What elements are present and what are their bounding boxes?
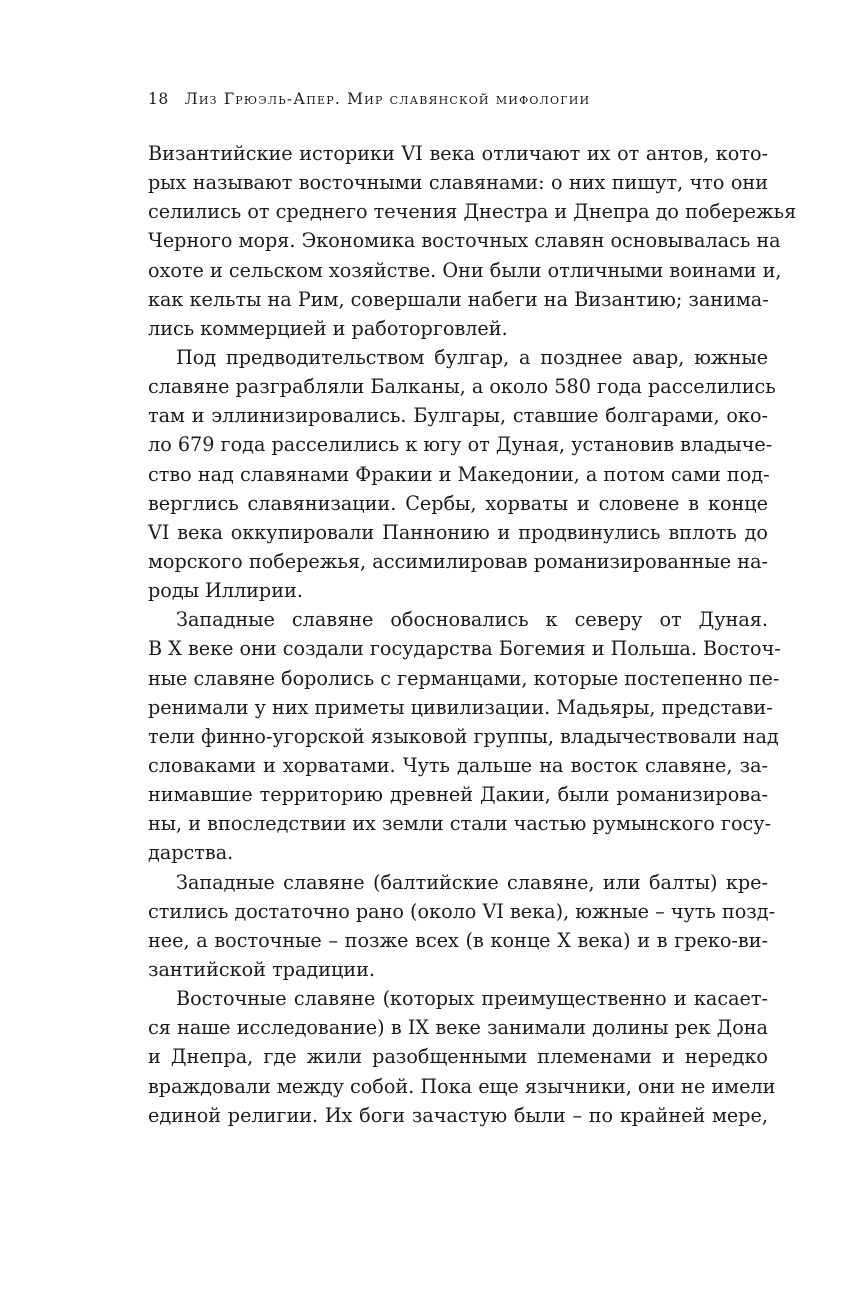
paragraph: [148, 984, 776, 1130]
text-line: единой религии. Их боги зачастую были – по крайней мере,: [148, 1103, 768, 1127]
text-line: верглись славянизации. Сербы, хорваты и словене в конце: [148, 491, 768, 515]
paragraph: [148, 605, 781, 867]
paragraph: [148, 343, 776, 605]
text-line: Под предводительством булгар, а позднее авар, южные: [176, 345, 768, 369]
paragraph: [148, 139, 797, 343]
text-line: ны, и впоследствии их земли стали частью румынского госу-: [148, 812, 772, 836]
text-line: селились от среднего течения Днестра и Днепра до побережья: [148, 200, 797, 224]
text-line: В X веке они создали государства Богемия и Польша. Восточ-: [148, 637, 781, 661]
text-line: тели финно-угорской языковой группы, владычествовали над: [148, 724, 779, 748]
text-line: Западные славяне (балтийские славяне, или балты) кре-: [176, 870, 768, 894]
text-line: рых называют восточными славянами: о них пишут, что они: [148, 171, 768, 195]
text-line: зантийской традиции.: [148, 957, 376, 981]
text-line: Западные славяне обосновались к северу от Дуная.: [176, 608, 768, 632]
text-line: как кельты на Рим, совершали набеги на Византию; занима-: [148, 287, 769, 311]
text-line: нее, а восточные – позже всех (в конце X века) и в греко-ви-: [148, 928, 768, 952]
text-line: дарства.: [148, 841, 234, 865]
text-line: ные славяне боролись с германцами, которые постепенно пе-: [148, 666, 780, 690]
text-line: морского побережья, ассимилировав романизированные на-: [148, 549, 768, 573]
text-line: там и эллинизировались. Булгары, ставшие болгарами, око-: [148, 404, 768, 428]
text-line: стились достаточно рано (около VI века), южные – чуть позд-: [148, 899, 776, 923]
text-line: словаками и хорватами. Чуть дальше на восток славяне, за-: [148, 753, 768, 777]
text-line: ство над славянами Фракии и Македонии, а потом сами под-: [148, 462, 770, 486]
text-line: охоте и сельском хозяйстве. Они были отличными воинами и,: [148, 258, 782, 282]
text-line: нимавшие территорию древней Дакии, были романизирова-: [148, 783, 768, 807]
text-line: и Днепра, где жили разобщенными племенами и нередко: [148, 1045, 768, 1069]
text-line: враждовали между собой. Пока еще язычники, они не имели: [148, 1074, 776, 1098]
paragraph: [148, 868, 776, 985]
text-line: ло 679 года расселились к югу от Дуная, установив владыче-: [148, 433, 773, 457]
running-title: Лиз Грюэль-Апер. Мир славянской мифологии: [184, 90, 591, 108]
text-line: славяне разграбляли Балканы, а около 580 года расселились: [148, 375, 776, 399]
text-line: лись коммерцией и работорговлей.: [148, 316, 508, 340]
text-line: роды Иллирии.: [148, 579, 303, 603]
running-header: [148, 86, 768, 112]
text-line: Черного моря. Экономика восточных славян основывалась на: [148, 229, 781, 253]
text-line: ренимали у них приметы цивилизации. Мадьяры, представи-: [148, 695, 773, 719]
text-line: ся наше исследование) в IX веке занимали долины рек Дона: [148, 1016, 768, 1040]
text-line: Византийские историки VI века отличают их от антов, кото-: [148, 142, 768, 165]
page-number: 18: [148, 90, 169, 108]
text-line: VI века оккупировали Паннонию и продвинулись вплоть до: [148, 520, 768, 544]
text-line: Восточные славяне (которых преимущественно и касает-: [176, 987, 768, 1011]
body-text: [148, 139, 797, 1130]
